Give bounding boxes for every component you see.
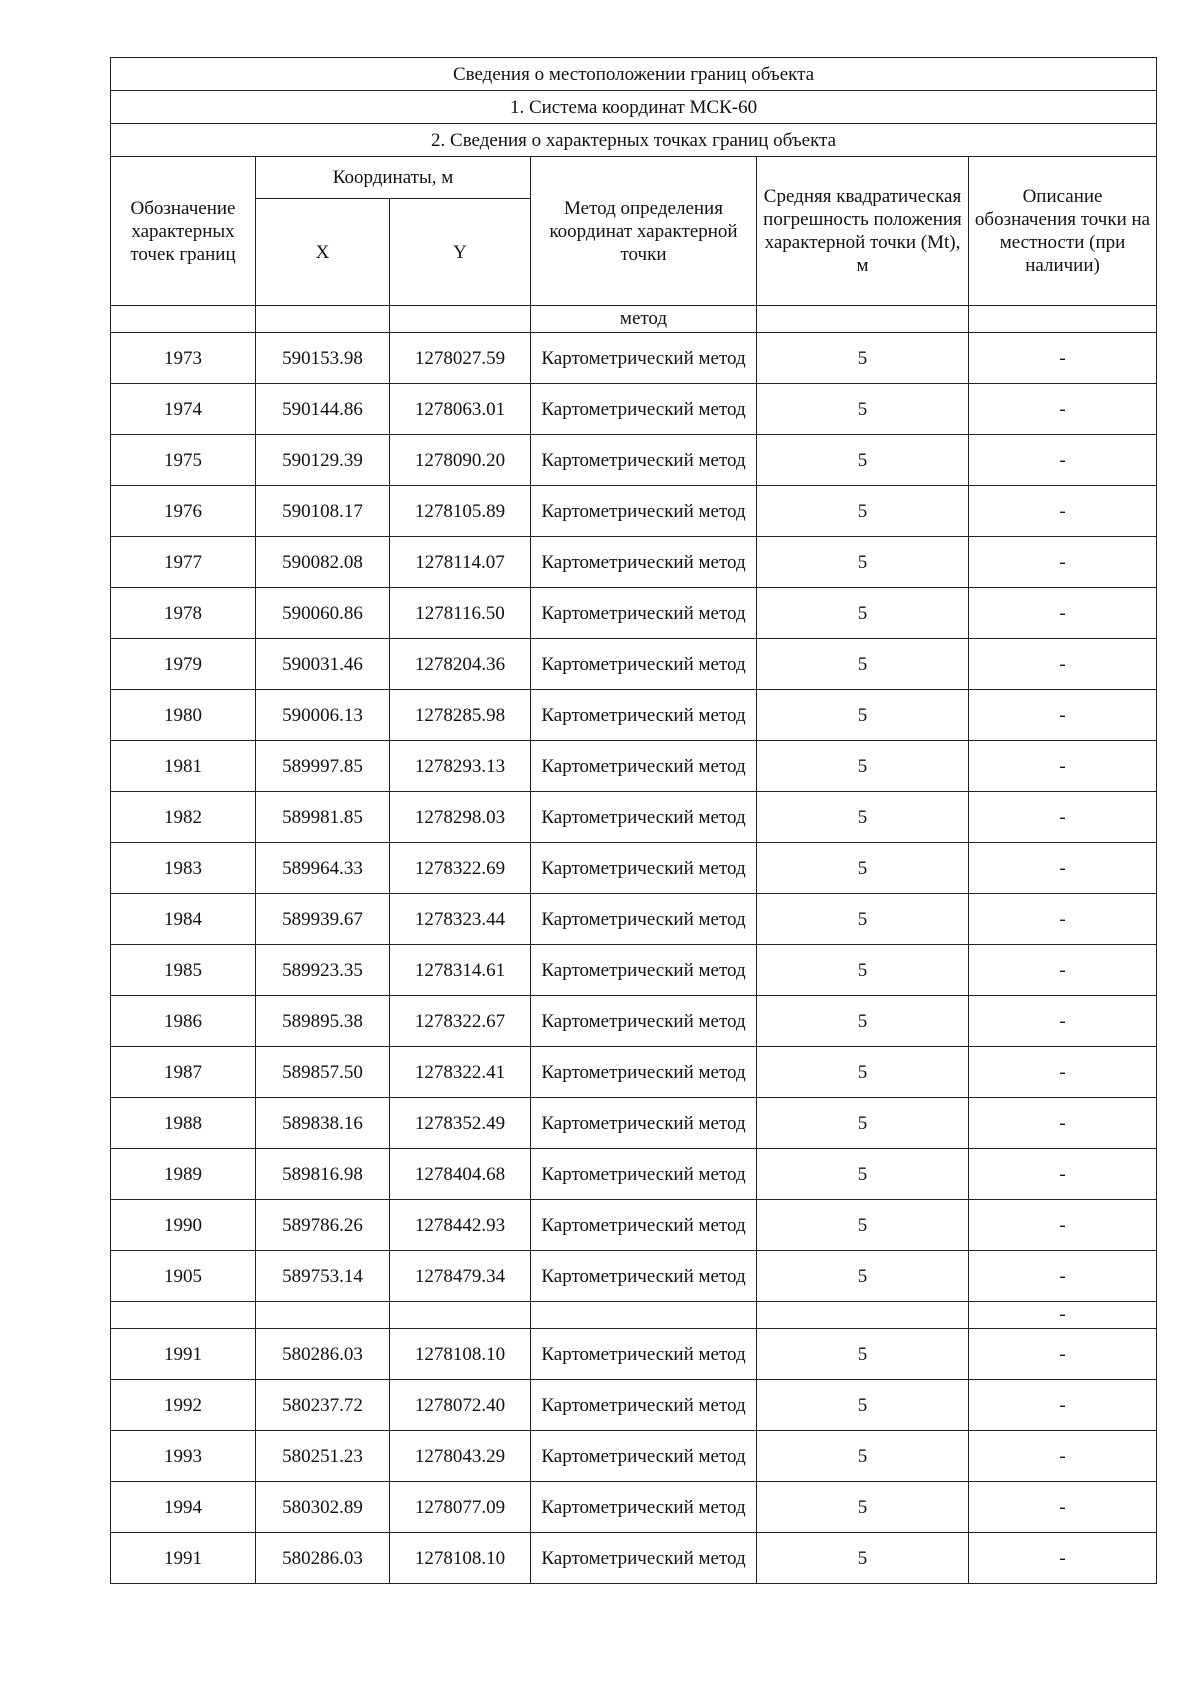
description-cell: - [969,996,1157,1047]
column-header-error: Средняя квадратическая погрешность положения характерной точки (Mt), м [757,157,969,306]
table-row [111,1098,1157,1149]
x-cell: 580286.03 [256,1329,390,1380]
error-cell: 5 [757,1098,969,1149]
description-cell: - [969,1329,1157,1380]
y-cell: 1278108.10 [390,1533,531,1584]
x-cell: 590129.39 [256,435,390,486]
description-cell: - [969,384,1157,435]
point-cell: 1985 [111,945,256,996]
y-cell: 1278322.41 [390,1047,531,1098]
error-cell: 5 [757,792,969,843]
table-title: Сведения о местоположении границ объекта [111,58,1157,91]
point-cell: 1991 [111,1533,256,1584]
error-cell: 5 [757,1200,969,1251]
continuation-method: метод [531,306,757,333]
error-cell: 5 [757,384,969,435]
y-cell: 1278323.44 [390,894,531,945]
description-cell: - [969,792,1157,843]
y-cell: 1278043.29 [390,1431,531,1482]
point-cell: 1984 [111,894,256,945]
description-cell: - [969,588,1157,639]
method-cell: Картометрический метод [531,843,757,894]
table-row [111,588,1157,639]
point-cell: 1982 [111,792,256,843]
description-cell: - [969,1251,1157,1302]
method-cell: Картометрический метод [531,996,757,1047]
table-row [111,1200,1157,1251]
point-cell: 1983 [111,843,256,894]
points-section-row: 2. Сведения о характерных точках границ объекта [111,124,1157,157]
error-cell: 5 [757,588,969,639]
x-cell: 589838.16 [256,1098,390,1149]
x-cell: 589923.35 [256,945,390,996]
description-cell: - [969,945,1157,996]
method-cell: Картометрический метод [531,435,757,486]
error-cell: 5 [757,639,969,690]
table-row [111,843,1157,894]
column-header-y: Y [390,199,531,306]
x-cell: 589753.14 [256,1251,390,1302]
coordinate-system-row: 1. Система координат МСК-60 [111,91,1157,124]
point-cell: 1990 [111,1200,256,1251]
method-cell: Картометрический метод [531,1149,757,1200]
x-cell: 590082.08 [256,537,390,588]
table-row [111,945,1157,996]
x-cell: 590031.46 [256,639,390,690]
y-cell: 1278077.09 [390,1482,531,1533]
method-cell: Картометрический метод [531,588,757,639]
point-cell: 1993 [111,1431,256,1482]
x-cell: 590153.98 [256,333,390,384]
point-cell: 1980 [111,690,256,741]
method-cell: Картометрический метод [531,1431,757,1482]
error-cell: 5 [757,1482,969,1533]
point-cell: 1905 [111,1251,256,1302]
error-cell: 5 [757,333,969,384]
point-cell: 1989 [111,1149,256,1200]
method-cell: Картометрический метод [531,537,757,588]
method-cell: Картометрический метод [531,1533,757,1584]
error-cell: 5 [757,894,969,945]
y-cell: 1278105.89 [390,486,531,537]
x-cell: 589816.98 [256,1149,390,1200]
x-cell: 580237.72 [256,1380,390,1431]
table-row [111,1329,1157,1380]
method-cell: Картометрический метод [531,1200,757,1251]
table-row [111,690,1157,741]
error-cell: 5 [757,690,969,741]
x-cell: 580286.03 [256,1533,390,1584]
table-row [111,384,1157,435]
table-row [111,792,1157,843]
x-cell: 590006.13 [256,690,390,741]
point-cell: 1992 [111,1380,256,1431]
point-cell: 1987 [111,1047,256,1098]
error-cell: 5 [757,1149,969,1200]
error-cell: 5 [757,1533,969,1584]
table-row [111,996,1157,1047]
method-cell: Картометрический метод [531,1482,757,1533]
table-row [111,333,1157,384]
method-cell: Картометрический метод [531,945,757,996]
point-cell: 1988 [111,1098,256,1149]
point-cell: 1979 [111,639,256,690]
error-cell: 5 [757,1329,969,1380]
description-cell: - [969,1200,1157,1251]
table-row [111,894,1157,945]
column-header-description: Описание обозначения точки на местности (при наличии) [969,157,1157,306]
separator-description: - [969,1302,1157,1329]
y-cell: 1278479.34 [390,1251,531,1302]
method-cell: Картометрический метод [531,1329,757,1380]
method-cell: Картометрический метод [531,894,757,945]
document-page [110,57,1156,1584]
y-cell: 1278108.10 [390,1329,531,1380]
method-cell: Картометрический метод [531,486,757,537]
table-row [111,486,1157,537]
method-cell: Картометрический метод [531,1098,757,1149]
point-cell: 1981 [111,741,256,792]
y-cell: 1278293.13 [390,741,531,792]
x-cell: 590108.17 [256,486,390,537]
description-cell: - [969,1533,1157,1584]
x-cell: 580251.23 [256,1431,390,1482]
table-row [111,1380,1157,1431]
description-cell: - [969,894,1157,945]
description-cell: - [969,690,1157,741]
y-cell: 1278352.49 [390,1098,531,1149]
method-cell: Картометрический метод [531,741,757,792]
boundary-points-table [110,57,1157,1584]
description-cell: - [969,1431,1157,1482]
table-row [111,741,1157,792]
error-cell: 5 [757,486,969,537]
y-cell: 1278404.68 [390,1149,531,1200]
table-row [111,435,1157,486]
column-header-x: X [256,199,390,306]
x-cell: 589786.26 [256,1200,390,1251]
method-cell: Картометрический метод [531,639,757,690]
point-cell: 1991 [111,1329,256,1380]
description-cell: - [969,435,1157,486]
method-cell: Картометрический метод [531,792,757,843]
description-cell: - [969,1098,1157,1149]
error-cell: 5 [757,537,969,588]
point-cell: 1975 [111,435,256,486]
y-cell: 1278116.50 [390,588,531,639]
point-cell: 1976 [111,486,256,537]
error-cell: 5 [757,996,969,1047]
error-cell: 5 [757,1047,969,1098]
table-row [111,537,1157,588]
x-cell: 589895.38 [256,996,390,1047]
description-cell: - [969,486,1157,537]
point-cell: 1994 [111,1482,256,1533]
x-cell: 589997.85 [256,741,390,792]
y-cell: 1278027.59 [390,333,531,384]
column-header-coords: Координаты, м [256,157,531,199]
table-row [111,1533,1157,1584]
error-cell: 5 [757,843,969,894]
separator-row [111,1302,1157,1329]
description-cell: - [969,639,1157,690]
error-cell: 5 [757,1431,969,1482]
x-cell: 589857.50 [256,1047,390,1098]
description-cell: - [969,741,1157,792]
description-cell: - [969,1149,1157,1200]
point-cell: 1977 [111,537,256,588]
error-cell: 5 [757,1380,969,1431]
y-cell: 1278314.61 [390,945,531,996]
x-cell: 589939.67 [256,894,390,945]
column-header-method: Метод определения координат характерной точки [531,157,757,306]
description-cell: - [969,843,1157,894]
y-cell: 1278442.93 [390,1200,531,1251]
description-cell: - [969,1380,1157,1431]
error-cell: 5 [757,1251,969,1302]
table-row [111,639,1157,690]
y-cell: 1278322.67 [390,996,531,1047]
y-cell: 1278322.69 [390,843,531,894]
column-header-point: Обозначение характерных точек границ [111,157,256,306]
description-cell: - [969,537,1157,588]
table-row [111,1431,1157,1482]
table-row [111,1251,1157,1302]
point-cell: 1986 [111,996,256,1047]
point-cell: 1973 [111,333,256,384]
y-cell: 1278063.01 [390,384,531,435]
continuation-row [111,306,1157,333]
x-cell: 580302.89 [256,1482,390,1533]
description-cell: - [969,1482,1157,1533]
error-cell: 5 [757,741,969,792]
error-cell: 5 [757,435,969,486]
x-cell: 590060.86 [256,588,390,639]
method-cell: Картометрический метод [531,1047,757,1098]
table-row [111,1149,1157,1200]
x-cell: 589964.33 [256,843,390,894]
description-cell: - [969,1047,1157,1098]
y-cell: 1278114.07 [390,537,531,588]
point-cell: 1978 [111,588,256,639]
x-cell: 589981.85 [256,792,390,843]
x-cell: 590144.86 [256,384,390,435]
table-row [111,1047,1157,1098]
y-cell: 1278298.03 [390,792,531,843]
error-cell: 5 [757,945,969,996]
table-row [111,1482,1157,1533]
point-cell: 1974 [111,384,256,435]
method-cell: Картометрический метод [531,333,757,384]
method-cell: Картометрический метод [531,690,757,741]
y-cell: 1278072.40 [390,1380,531,1431]
method-cell: Картометрический метод [531,1380,757,1431]
method-cell: Картометрический метод [531,384,757,435]
y-cell: 1278204.36 [390,639,531,690]
description-cell: - [969,333,1157,384]
y-cell: 1278285.98 [390,690,531,741]
method-cell: Картометрический метод [531,1251,757,1302]
y-cell: 1278090.20 [390,435,531,486]
